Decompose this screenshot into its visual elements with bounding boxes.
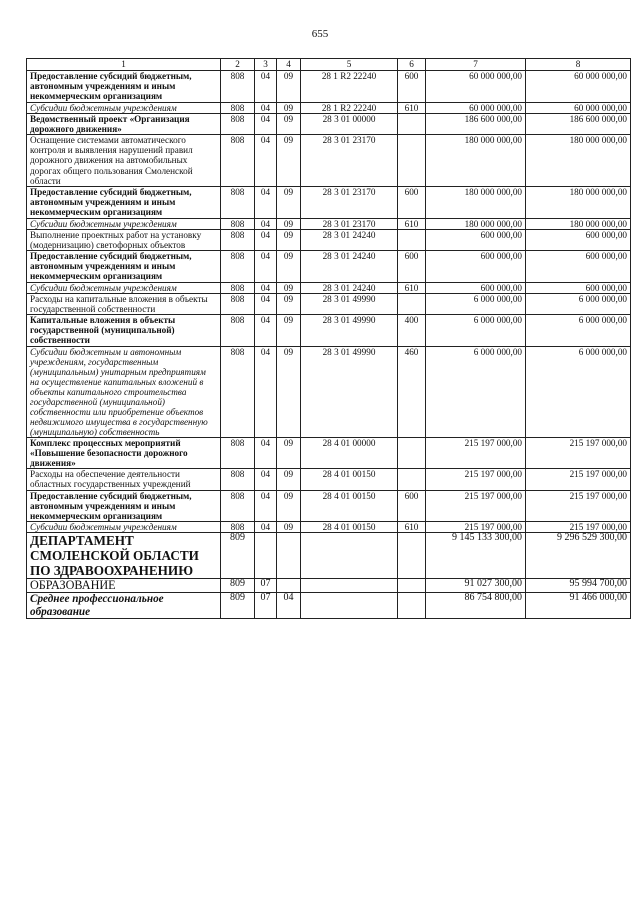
row-vr-cell: 600 (398, 187, 426, 219)
table-row (27, 293, 631, 314)
row-sum1-cell: 86 754 800,00 (426, 593, 526, 619)
row-sum2-cell: 6 000 000,00 (526, 346, 631, 437)
row-podrazdel-cell: 09 (277, 293, 301, 314)
row-podrazdel-cell: 09 (277, 113, 301, 134)
row-name-cell: Выполнение проектных работ на установку (модернизацию) светофорных объектов (27, 229, 221, 250)
table-row (27, 187, 631, 219)
row-sum2-cell: 60 000 000,00 (526, 71, 631, 103)
row-name-cell: Оснащение системами автоматического контроля и выявления нарушений правил дорожного движения на автомобильных дорогах общего пользования Смоленской области (27, 135, 221, 187)
row-sum1-cell: 60 000 000,00 (426, 71, 526, 103)
table-row (27, 522, 631, 533)
row-csr-cell: 28 3 01 23170 (301, 218, 398, 229)
row-csr-cell: 28 3 01 23170 (301, 135, 398, 187)
row-name-cell: Субсидии бюджетным учреждениям (27, 282, 221, 293)
row-csr-cell: 28 3 01 24240 (301, 282, 398, 293)
row-vr-cell (398, 469, 426, 490)
row-name-cell: Среднее профессиональное образование (27, 593, 221, 619)
row-csr-cell (301, 533, 398, 579)
row-name-cell: Субсидии бюджетным учреждениям (27, 102, 221, 113)
row-sum2-cell: 600 000,00 (526, 282, 631, 293)
row-podrazdel-cell: 09 (277, 469, 301, 490)
row-name-cell: Расходы на обеспечение деятельности областных государственных учреждений (27, 469, 221, 490)
row-sum1-cell: 215 197 000,00 (426, 522, 526, 533)
header-cell: 8 (526, 59, 631, 71)
row-razdel-cell: 04 (255, 293, 277, 314)
row-sum2-cell: 215 197 000,00 (526, 437, 631, 469)
row-code-cell: 808 (221, 437, 255, 469)
row-name-cell: Субсидии бюджетным и автономным учреждениям, государственным (муниципальным) унитарным предприятиям на осуществление капитальных вложений в объекты капитального строительства государственной (муниципальной) собственности или приобретение объектов недвижимого имущества в государственную (муниципальную) собственность (27, 346, 221, 437)
row-podrazdel-cell: 09 (277, 315, 301, 347)
row-sum1-cell: 6 000 000,00 (426, 293, 526, 314)
row-name-cell: Субсидии бюджетным учреждениям (27, 218, 221, 229)
row-csr-cell: 28 3 01 00000 (301, 113, 398, 134)
table-row (27, 102, 631, 113)
row-sum2-cell: 9 296 529 300,00 (526, 533, 631, 579)
row-code-cell: 808 (221, 522, 255, 533)
header-cell: 7 (426, 59, 526, 71)
row-podrazdel-cell: 09 (277, 251, 301, 283)
row-sum2-cell: 215 197 000,00 (526, 522, 631, 533)
row-sum1-cell: 6 000 000,00 (426, 315, 526, 347)
row-name-cell: Предоставление субсидий бюджетным, автономным учреждениям и иным некоммерческим организациям (27, 187, 221, 219)
budget-table (26, 58, 631, 619)
row-vr-cell: 460 (398, 346, 426, 437)
row-name-cell: Субсидии бюджетным учреждениям (27, 522, 221, 533)
row-razdel-cell: 07 (255, 579, 277, 593)
row-vr-cell: 600 (398, 71, 426, 103)
row-csr-cell (301, 579, 398, 593)
row-sum2-cell: 91 466 000,00 (526, 593, 631, 619)
row-sum2-cell: 6 000 000,00 (526, 293, 631, 314)
row-sum1-cell: 215 197 000,00 (426, 469, 526, 490)
row-name-cell: Предоставление субсидий бюджетным, автономным учреждениям и иным некоммерческим организациям (27, 71, 221, 103)
row-csr-cell: 28 1 R2 22240 (301, 71, 398, 103)
row-sum2-cell: 95 994 700,00 (526, 579, 631, 593)
row-podrazdel-cell: 09 (277, 346, 301, 437)
row-podrazdel-cell: 09 (277, 490, 301, 522)
header-cell: 6 (398, 59, 426, 71)
row-razdel-cell: 04 (255, 135, 277, 187)
table-row (27, 229, 631, 250)
row-code-cell: 808 (221, 346, 255, 437)
row-sum2-cell: 600 000,00 (526, 251, 631, 283)
table-row (27, 437, 631, 469)
row-code-cell: 808 (221, 229, 255, 250)
row-sum1-cell: 215 197 000,00 (426, 437, 526, 469)
table-row (27, 135, 631, 187)
table-row (27, 593, 631, 619)
row-vr-cell (398, 135, 426, 187)
row-name-cell: Комплекс процессных мероприятий «Повышение безопасности дорожного движения» (27, 437, 221, 469)
row-vr-cell: 600 (398, 251, 426, 283)
row-sum1-cell: 91 027 300,00 (426, 579, 526, 593)
row-sum1-cell: 60 000 000,00 (426, 102, 526, 113)
row-code-cell: 808 (221, 113, 255, 134)
row-sum2-cell: 180 000 000,00 (526, 135, 631, 187)
row-sum1-cell: 186 600 000,00 (426, 113, 526, 134)
table-row (27, 113, 631, 134)
row-code-cell: 808 (221, 102, 255, 113)
row-vr-cell: 610 (398, 282, 426, 293)
row-sum2-cell: 215 197 000,00 (526, 490, 631, 522)
row-vr-cell (398, 113, 426, 134)
table-row (27, 469, 631, 490)
row-podrazdel-cell: 09 (277, 522, 301, 533)
table-row (27, 251, 631, 283)
row-code-cell: 808 (221, 135, 255, 187)
row-code-cell: 809 (221, 593, 255, 619)
row-podrazdel-cell (277, 579, 301, 593)
row-razdel-cell: 04 (255, 490, 277, 522)
row-vr-cell (398, 533, 426, 579)
row-vr-cell: 610 (398, 218, 426, 229)
row-sum1-cell: 9 145 133 300,00 (426, 533, 526, 579)
header-cell: 4 (277, 59, 301, 71)
row-csr-cell: 28 3 01 49990 (301, 346, 398, 437)
row-csr-cell: 28 3 01 24240 (301, 251, 398, 283)
row-csr-cell: 28 4 01 00000 (301, 437, 398, 469)
table-row (27, 346, 631, 437)
row-razdel-cell: 04 (255, 218, 277, 229)
table-row (27, 579, 631, 593)
row-code-cell: 809 (221, 579, 255, 593)
row-vr-cell (398, 579, 426, 593)
row-sum1-cell: 6 000 000,00 (426, 346, 526, 437)
row-razdel-cell: 04 (255, 469, 277, 490)
row-sum2-cell: 180 000 000,00 (526, 218, 631, 229)
row-code-cell: 808 (221, 490, 255, 522)
table-row (27, 315, 631, 347)
row-razdel-cell: 04 (255, 229, 277, 250)
row-razdel-cell: 04 (255, 437, 277, 469)
row-csr-cell: 28 4 01 00150 (301, 469, 398, 490)
header-cell: 2 (221, 59, 255, 71)
row-name-cell: ОБРАЗОВАНИЕ (27, 579, 221, 593)
row-podrazdel-cell: 04 (277, 593, 301, 619)
row-csr-cell: 28 3 01 23170 (301, 187, 398, 219)
row-sum1-cell: 600 000,00 (426, 251, 526, 283)
row-vr-cell (398, 437, 426, 469)
row-csr-cell: 28 4 01 00150 (301, 490, 398, 522)
table-header-row (27, 59, 631, 71)
header-cell: 3 (255, 59, 277, 71)
row-code-cell: 808 (221, 187, 255, 219)
row-sum2-cell: 600 000,00 (526, 229, 631, 250)
row-csr-cell (301, 593, 398, 619)
table-row (27, 490, 631, 522)
row-podrazdel-cell: 09 (277, 71, 301, 103)
row-sum1-cell: 215 197 000,00 (426, 490, 526, 522)
row-razdel-cell: 04 (255, 315, 277, 347)
row-sum2-cell: 60 000 000,00 (526, 102, 631, 113)
row-vr-cell: 610 (398, 522, 426, 533)
row-podrazdel-cell: 09 (277, 229, 301, 250)
row-sum1-cell: 600 000,00 (426, 229, 526, 250)
row-sum2-cell: 215 197 000,00 (526, 469, 631, 490)
page-number: 655 (311, 28, 329, 40)
row-podrazdel-cell (277, 533, 301, 579)
row-sum1-cell: 600 000,00 (426, 282, 526, 293)
header-cell: 1 (27, 59, 221, 71)
row-sum2-cell: 6 000 000,00 (526, 315, 631, 347)
row-sum2-cell: 186 600 000,00 (526, 113, 631, 134)
row-name-cell: ДЕПАРТАМЕНТ СМОЛЕНСКОЙ ОБЛАСТИ ПО ЗДРАВООХРАНЕНИЮ (27, 533, 221, 579)
row-csr-cell: 28 3 01 49990 (301, 315, 398, 347)
row-code-cell: 808 (221, 251, 255, 283)
row-code-cell: 808 (221, 315, 255, 347)
row-code-cell: 808 (221, 218, 255, 229)
row-vr-cell: 400 (398, 315, 426, 347)
row-csr-cell: 28 3 01 24240 (301, 229, 398, 250)
row-sum1-cell: 180 000 000,00 (426, 187, 526, 219)
row-podrazdel-cell: 09 (277, 437, 301, 469)
row-csr-cell: 28 4 01 00150 (301, 522, 398, 533)
row-razdel-cell: 07 (255, 593, 277, 619)
row-razdel-cell: 04 (255, 282, 277, 293)
row-code-cell: 808 (221, 282, 255, 293)
row-razdel-cell: 04 (255, 522, 277, 533)
row-podrazdel-cell: 09 (277, 187, 301, 219)
row-sum2-cell: 180 000 000,00 (526, 187, 631, 219)
row-code-cell: 809 (221, 533, 255, 579)
table-row (27, 218, 631, 229)
row-podrazdel-cell: 09 (277, 135, 301, 187)
row-podrazdel-cell: 09 (277, 102, 301, 113)
row-name-cell: Предоставление субсидий бюджетным, автономным учреждениям и иным некоммерческим организациям (27, 251, 221, 283)
row-razdel-cell: 04 (255, 251, 277, 283)
row-razdel-cell: 04 (255, 187, 277, 219)
row-code-cell: 808 (221, 469, 255, 490)
row-razdel-cell: 04 (255, 346, 277, 437)
row-code-cell: 808 (221, 71, 255, 103)
row-vr-cell (398, 593, 426, 619)
row-sum1-cell: 180 000 000,00 (426, 218, 526, 229)
row-vr-cell: 600 (398, 490, 426, 522)
row-csr-cell: 28 1 R2 22240 (301, 102, 398, 113)
table-row (27, 71, 631, 103)
table-row (27, 533, 631, 579)
row-razdel-cell (255, 533, 277, 579)
row-razdel-cell: 04 (255, 102, 277, 113)
row-name-cell: Предоставление субсидий бюджетным, автономным учреждениям и иным некоммерческим организациям (27, 490, 221, 522)
row-podrazdel-cell: 09 (277, 218, 301, 229)
row-csr-cell: 28 3 01 49990 (301, 293, 398, 314)
row-vr-cell (398, 293, 426, 314)
table-row (27, 282, 631, 293)
row-razdel-cell: 04 (255, 71, 277, 103)
row-name-cell: Ведомственный проект «Организация дорожного движения» (27, 113, 221, 134)
row-name-cell: Капитальные вложения в объекты государственной (муниципальной) собственности (27, 315, 221, 347)
row-razdel-cell: 04 (255, 113, 277, 134)
header-cell: 5 (301, 59, 398, 71)
row-sum1-cell: 180 000 000,00 (426, 135, 526, 187)
row-name-cell: Расходы на капитальные вложения в объекты государственной собственности (27, 293, 221, 314)
row-vr-cell (398, 229, 426, 250)
row-code-cell: 808 (221, 293, 255, 314)
row-vr-cell: 610 (398, 102, 426, 113)
row-podrazdel-cell: 09 (277, 282, 301, 293)
